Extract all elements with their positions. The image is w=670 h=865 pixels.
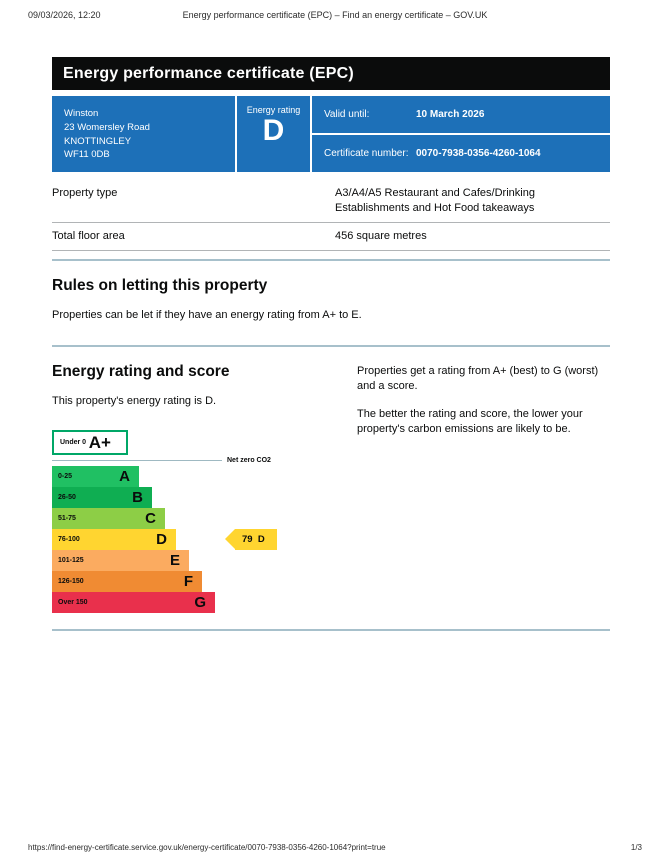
certificate-number-value: 0070-7938-0356-4260-1064 (416, 148, 541, 159)
energy-rating-value: D (262, 114, 285, 147)
net-zero-row (52, 455, 357, 466)
rating-band-a (52, 466, 139, 487)
print-datetime: 09/03/2026, 12:20 (28, 10, 101, 20)
band-letter: E (169, 552, 180, 570)
band-letter: B (132, 489, 143, 507)
band-letter: A (119, 468, 130, 486)
band-range-label: Under 0 (60, 439, 87, 447)
section-divider (52, 629, 610, 631)
table-row (52, 222, 610, 250)
rules-body: Properties can be let if they have an energy rating from A+ to E. (52, 308, 362, 321)
print-header (28, 10, 642, 22)
rating-band-b (52, 487, 152, 508)
band-range-label: 126-150 (58, 578, 84, 586)
certificate-meta (312, 96, 610, 172)
rating-right-column (357, 361, 610, 613)
total-floor-area-value: 456 square metres (335, 222, 610, 250)
chart-row-b (52, 487, 357, 508)
chart-row-f (52, 571, 357, 592)
address-line-2: 23 Womersley Road (64, 121, 150, 133)
certificate-number-row (312, 135, 610, 172)
valid-until-row (312, 96, 610, 133)
current-score-marker: 79 D (235, 529, 277, 550)
print-page-title: Energy performance certificate (EPC) – Find an energy certificate – GOV.UK (182, 10, 488, 20)
chart-row-e (52, 550, 357, 571)
rules-heading: Rules on letting this property (52, 276, 268, 294)
band-range-label: 76-100 (58, 536, 80, 544)
valid-until-label: Valid until: (324, 109, 370, 120)
net-zero-label: Net zero CO2 (227, 457, 271, 465)
chart-row-d (52, 529, 357, 550)
table-row (52, 180, 610, 222)
total-floor-area-label: Total floor area (52, 222, 335, 250)
certificate-page (52, 57, 610, 631)
address-line-3: KNOTTINGLEY (64, 135, 132, 147)
certificate-banner (52, 57, 610, 90)
property-details-table (52, 180, 610, 251)
chart-row-c (52, 508, 357, 529)
band-range-label: 0-25 (58, 473, 73, 481)
property-address (52, 96, 235, 172)
chart-row-a (52, 466, 357, 487)
section-divider (52, 259, 610, 261)
band-letter: F (183, 573, 193, 591)
band-letter: D (156, 531, 167, 549)
net-zero-line (52, 460, 222, 461)
chart-row-g (52, 592, 357, 613)
certificate-number-label: Certificate number: (324, 148, 409, 159)
band-range-label: Over 150 (58, 599, 88, 607)
rating-explanation-1: Properties get a rating from A+ (best) to G (worst) and a score. (357, 365, 599, 393)
valid-until-value: 10 March 2026 (416, 109, 485, 120)
band-range-label: 101-125 (58, 557, 84, 565)
property-type-value: A3/A4/A5 Restaurant and Cafes/Drinking Establishments and Hot Food takeaways (335, 180, 610, 222)
energy-rating-chart (52, 430, 357, 613)
certificate-title: Energy performance certificate (EPC) (63, 64, 354, 82)
energy-rating-label: Energy rating (246, 105, 301, 115)
page-number: 1/3 (630, 843, 642, 852)
section-divider (52, 345, 610, 347)
rating-band-d (52, 529, 176, 550)
band-letter: C (145, 510, 156, 528)
print-footer (28, 843, 642, 852)
address-line-1: Winston (64, 108, 99, 119)
property-type-label: Property type (52, 180, 335, 222)
rating-band-g (52, 592, 215, 613)
energy-rating-box (237, 96, 310, 172)
rating-heading: Energy rating and score (52, 363, 230, 381)
rating-band-e (52, 550, 189, 571)
rating-band-c (52, 508, 165, 529)
band-letter: G (194, 594, 206, 612)
rating-left-column (52, 361, 357, 613)
rating-explanation-2: The better the rating and score, the lower your property's carbon emissions are likely to be. (357, 408, 583, 435)
chart-row-a-plus (52, 430, 357, 455)
rating-band-f (52, 571, 202, 592)
address-line-4: WF11 0DB (64, 149, 110, 161)
rating-band-a-plus (52, 430, 128, 455)
print-url: https://find-energy-certificate.service.gov.uk/energy-certificate/0070-7938-0356-4260-1064?print=true (28, 843, 386, 852)
band-range-label: 26-50 (58, 494, 76, 502)
certificate-summary (52, 96, 610, 172)
energy-rating-section (52, 361, 610, 613)
band-letter: A+ (88, 433, 111, 453)
band-range-label: 51-75 (58, 515, 76, 523)
rating-statement: This property's energy rating is D. (52, 395, 217, 408)
